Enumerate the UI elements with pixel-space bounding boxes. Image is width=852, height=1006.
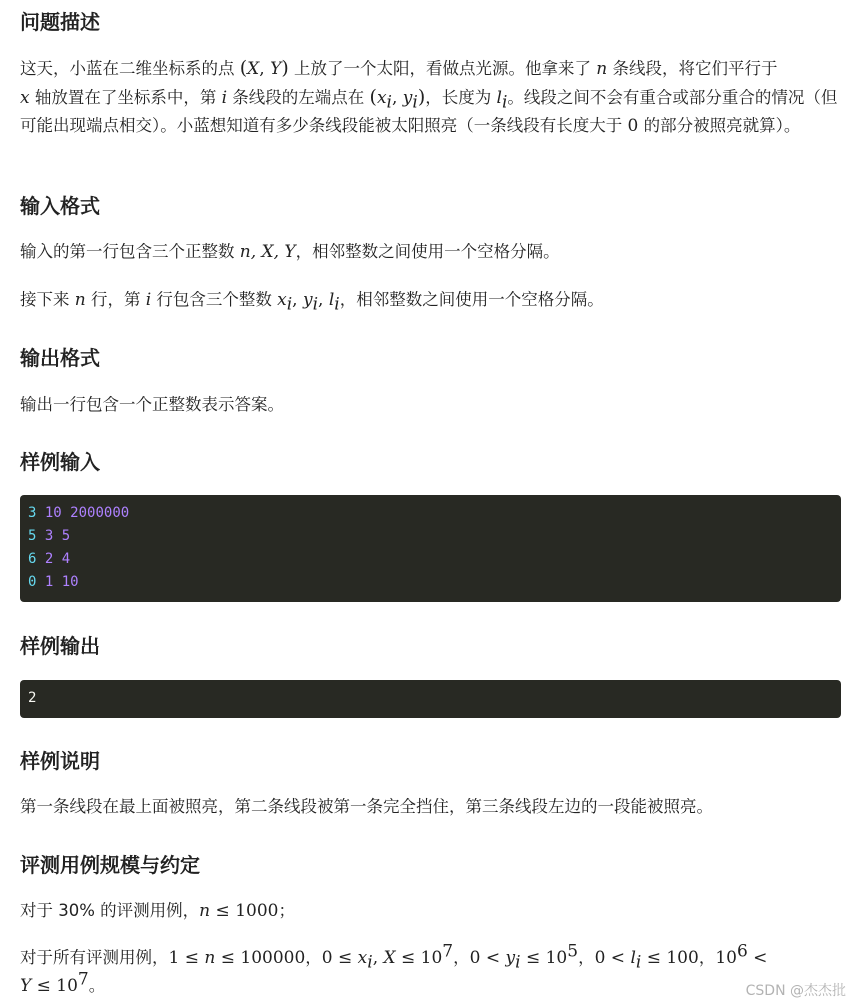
heading-sample-output: 样例输出 <box>20 634 100 658</box>
heading-sample-explanation: 样例说明 <box>20 749 100 773</box>
heading-sample-input: 样例输入 <box>20 450 100 474</box>
code-line: 0 1 10 <box>28 574 79 590</box>
input-format-line1: 输入的第一行包含三个正整数 n, X, Y，相邻整数之间使用一个空格分隔。 <box>20 242 560 262</box>
heading-output-format: 输出格式 <box>20 346 100 370</box>
csdn-watermark: CSDN @杰杰批 <box>745 983 846 999</box>
sample-explanation-text: 第一条线段在最上面被照亮，第二条线段被第一条完全挡住，第三条线段左边的一段能被照亮。 <box>20 797 713 816</box>
problem-description-text: 这天，小蓝在二维坐标系的点 (X, Y) 上放了一个太阳，看做点光源。他拿来了 n 条线段，将它们平行于 x 轴放置在了坐标系中，第 i 条线段的左端点在 ($x_i$, $y_i$)，长度为 $l_i$。线段之间不会有重合或部分重合的情况（但可能出现端点相交）。小蓝想知道有多少条线段能被太阳照亮（一条线段有长度大于 0 的部分被照亮就算）。 <box>20 57 838 136</box>
heading-problem-description: 问题描述 <box>20 10 100 34</box>
constraints-line1: 对于 30% 的评测用例，n ≤ 1000； <box>20 901 295 921</box>
output-format-text: 输出一行包含一个正整数表示答案。 <box>20 395 284 414</box>
code-line: 3 10 2000000 <box>28 505 130 521</box>
constraints-line2: 对于所有评测用例，1 ≤ n ≤ 100000，$0 \le x_i$, $X \le 10^7$，$0 < y_i \le 10^5$，$0 < l_i \le 100$，$10^6$ < $Y \le 10^7$。 <box>20 941 768 996</box>
code-line: 5 3 5 <box>28 528 71 544</box>
code-line: 2 <box>28 690 37 706</box>
heading-constraints: 评测用例规模与约定 <box>20 853 200 877</box>
heading-input-format: 输入格式 <box>20 194 100 218</box>
input-format-line2: 接下来 n 行，第 i 行包含三个整数 $x_i$, $y_i$, $l_i$，相邻整数之间使用一个空格分隔。 <box>20 290 604 315</box>
sample-output-code-block[interactable] <box>20 680 841 718</box>
sample-input-code-block[interactable] <box>20 495 841 602</box>
code-line: 6 2 4 <box>28 551 71 567</box>
